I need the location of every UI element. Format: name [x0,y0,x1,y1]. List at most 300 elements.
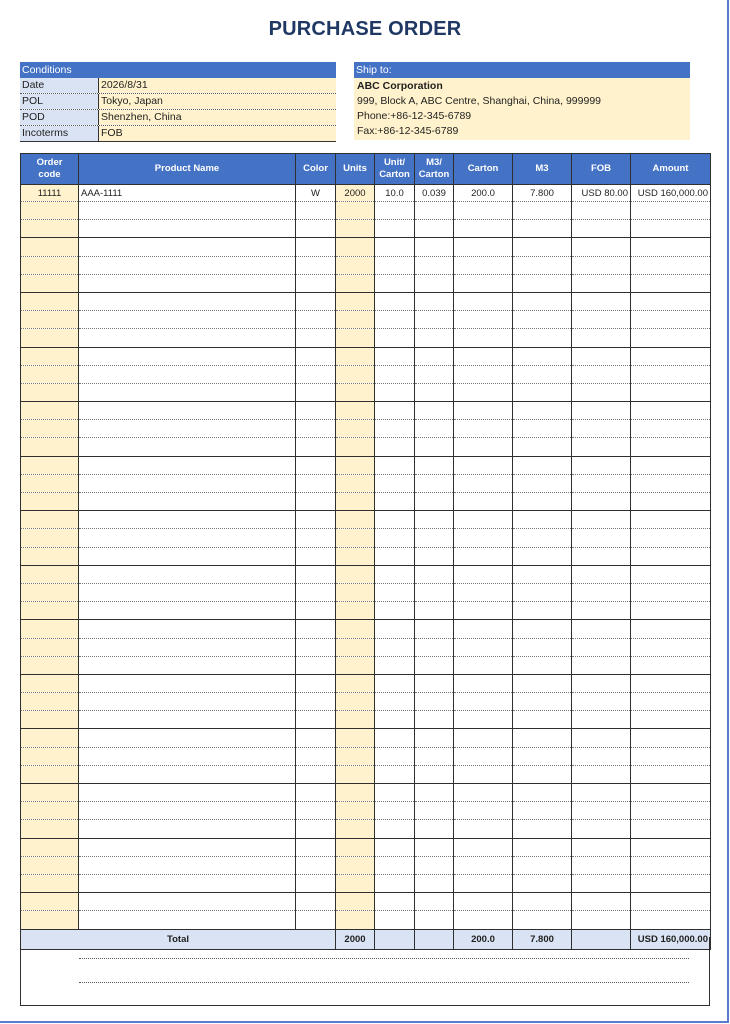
table-cell[interactable] [572,620,631,638]
table-cell[interactable] [79,420,296,438]
table-cell[interactable] [631,547,711,565]
table-cell[interactable] [296,784,336,802]
table-cell[interactable] [21,347,79,365]
table-cell[interactable] [375,238,415,256]
table-cell[interactable] [631,529,711,547]
table-row[interactable] [21,856,711,874]
table-cell[interactable] [415,274,454,292]
table-cell[interactable] [631,784,711,802]
table-cell[interactable] [296,274,336,292]
table-cell[interactable] [79,256,296,274]
table-cell[interactable] [79,674,296,692]
table-row[interactable] [21,620,711,638]
table-cell[interactable] [454,893,513,911]
table-cell[interactable] [375,565,415,583]
table-cell[interactable] [631,474,711,492]
table-cell[interactable] [79,493,296,511]
table-cell[interactable] [21,202,79,220]
table-cell[interactable] [336,838,375,856]
table-cell[interactable] [572,365,631,383]
table-cell[interactable] [375,329,415,347]
table-cell[interactable] [79,311,296,329]
table-cell[interactable] [79,820,296,838]
table-cell[interactable] [336,765,375,783]
table-cell[interactable] [79,893,296,911]
table-cell[interactable] [296,765,336,783]
table-cell[interactable] [513,838,572,856]
table-cell[interactable] [375,511,415,529]
table-cell[interactable] [454,547,513,565]
table-cell[interactable] [21,238,79,256]
table-cell[interactable] [454,529,513,547]
table-cell[interactable] [513,729,572,747]
table-cell[interactable] [296,838,336,856]
table-cell[interactable] [513,784,572,802]
table-cell[interactable] [454,674,513,692]
table-cell[interactable] [79,329,296,347]
table-cell[interactable] [79,456,296,474]
table-cell[interactable] [454,220,513,238]
table-cell[interactable] [21,493,79,511]
table-cell[interactable] [631,674,711,692]
table-cell[interactable] [513,529,572,547]
table-cell[interactable] [415,329,454,347]
table-cell[interactable] [572,565,631,583]
table-cell[interactable] [513,656,572,674]
table-cell[interactable] [513,220,572,238]
table-cell[interactable] [631,583,711,601]
table-row[interactable] [21,784,711,802]
table-cell[interactable] [21,529,79,547]
table-cell[interactable] [79,802,296,820]
table-cell[interactable] [336,438,375,456]
table-cell[interactable] [79,511,296,529]
table-cell[interactable] [21,693,79,711]
table-row[interactable] [21,238,711,256]
table-cell[interactable] [375,292,415,310]
table-cell[interactable] [296,292,336,310]
table-cell[interactable] [572,765,631,783]
table-row[interactable] [21,274,711,292]
table-cell[interactable] [454,402,513,420]
table-cell[interactable] [572,656,631,674]
table-cell[interactable] [572,202,631,220]
table-row[interactable] [21,802,711,820]
table-row[interactable] [21,329,711,347]
table-cell[interactable] [454,311,513,329]
table-cell[interactable] [79,874,296,892]
table-cell[interactable] [21,292,79,310]
table-cell[interactable] [336,693,375,711]
table-cell[interactable] [513,438,572,456]
table-cell[interactable] [572,474,631,492]
table-cell[interactable] [454,693,513,711]
table-cell[interactable] [454,620,513,638]
table-cell[interactable] [21,456,79,474]
table-cell[interactable] [79,238,296,256]
table-row[interactable] [21,493,711,511]
table-cell[interactable] [79,202,296,220]
table-cell[interactable] [415,365,454,383]
table-row[interactable] [21,911,711,929]
table-cell[interactable] [513,747,572,765]
table-cell[interactable] [631,602,711,620]
table-cell[interactable] [454,911,513,929]
table-cell[interactable] [572,856,631,874]
table-cell[interactable] [79,402,296,420]
table-cell[interactable] [336,784,375,802]
table-cell[interactable] [631,911,711,929]
table-cell[interactable] [513,711,572,729]
table-cell[interactable] [336,274,375,292]
table-cell[interactable] [513,456,572,474]
table-cell[interactable] [296,711,336,729]
table-cell[interactable] [21,729,79,747]
table-cell[interactable] [454,347,513,365]
table-cell[interactable] [21,547,79,565]
table-cell[interactable] [336,365,375,383]
table-cell[interactable] [79,747,296,765]
table-cell[interactable] [21,674,79,692]
table-cell[interactable] [296,620,336,638]
table-cell[interactable] [375,438,415,456]
table-cell[interactable] [631,765,711,783]
table-row[interactable] [21,420,711,438]
table-cell[interactable] [296,856,336,874]
table-cell[interactable] [415,493,454,511]
table-cell[interactable] [21,620,79,638]
table-cell[interactable] [454,438,513,456]
table-cell[interactable] [79,220,296,238]
table-cell[interactable] [415,456,454,474]
table-cell[interactable] [572,256,631,274]
table-cell[interactable] [572,347,631,365]
table-cell[interactable] [415,911,454,929]
table-cell[interactable] [296,256,336,274]
table-cell[interactable] [631,383,711,401]
table-cell[interactable] [415,529,454,547]
table-cell[interactable] [296,365,336,383]
table-cell[interactable] [454,656,513,674]
table-cell[interactable] [21,911,79,929]
table-cell[interactable] [513,402,572,420]
table-cell[interactable] [454,638,513,656]
table-cell[interactable] [454,856,513,874]
table-cell[interactable] [454,456,513,474]
table-cell[interactable] [415,784,454,802]
table-cell[interactable] [375,674,415,692]
table-cell[interactable] [336,292,375,310]
table-cell[interactable] [336,820,375,838]
table-cell[interactable] [336,911,375,929]
table-cell[interactable] [513,311,572,329]
table-cell[interactable] [21,602,79,620]
table-cell[interactable] [336,238,375,256]
table-row[interactable] [21,711,711,729]
table-cell[interactable] [79,765,296,783]
table-cell[interactable] [631,456,711,474]
table-cell[interactable] [631,274,711,292]
table-cell[interactable] [454,874,513,892]
table-cell[interactable] [572,493,631,511]
table-cell[interactable] [513,420,572,438]
table-cell[interactable] [631,747,711,765]
table-cell[interactable] [296,565,336,583]
table-cell[interactable] [454,565,513,583]
table-cell[interactable] [375,765,415,783]
table-cell[interactable] [21,820,79,838]
table-cell[interactable] [631,729,711,747]
table-cell[interactable] [375,474,415,492]
table-cell[interactable] [415,674,454,692]
table-cell[interactable] [415,747,454,765]
table-cell[interactable] [415,565,454,583]
table-row[interactable] [21,893,711,911]
table-cell[interactable] [79,838,296,856]
table-cell[interactable] [631,565,711,583]
table-cell[interactable] [454,765,513,783]
table-cell[interactable] [454,820,513,838]
ship-to-body[interactable] [354,78,690,140]
table-cell[interactable] [296,329,336,347]
table-cell[interactable] [375,620,415,638]
table-cell[interactable] [513,693,572,711]
cell-unit-carton[interactable]: 10.0 [375,185,415,202]
table-cell[interactable] [375,420,415,438]
table-cell[interactable] [572,893,631,911]
table-row[interactable] [21,638,711,656]
table-cell[interactable] [415,856,454,874]
table-cell[interactable] [415,602,454,620]
table-cell[interactable] [336,202,375,220]
table-row[interactable] [21,511,711,529]
table-cell[interactable] [454,202,513,220]
table-cell[interactable] [79,529,296,547]
table-cell[interactable] [631,365,711,383]
table-cell[interactable] [375,220,415,238]
table-cell[interactable] [79,565,296,583]
table-row[interactable] [21,383,711,401]
table-cell[interactable] [79,292,296,310]
table-cell[interactable] [631,856,711,874]
table-cell[interactable] [454,747,513,765]
table-cell[interactable] [336,383,375,401]
table-cell[interactable] [375,202,415,220]
table-cell[interactable] [415,383,454,401]
table-row[interactable] [21,347,711,365]
table-cell[interactable] [21,329,79,347]
table-cell[interactable] [415,711,454,729]
table-cell[interactable] [572,693,631,711]
table-cell[interactable] [79,784,296,802]
table-cell[interactable] [375,256,415,274]
table-cell[interactable] [415,238,454,256]
table-cell[interactable] [336,456,375,474]
table-row[interactable] [21,820,711,838]
table-cell[interactable] [631,292,711,310]
table-cell[interactable] [375,274,415,292]
table-row[interactable] [21,874,711,892]
table-row[interactable] [21,674,711,692]
table-cell[interactable] [79,365,296,383]
table-cell[interactable] [513,765,572,783]
table-cell[interactable] [513,638,572,656]
table-cell[interactable] [336,474,375,492]
table-cell[interactable] [415,638,454,656]
table-cell[interactable] [415,311,454,329]
table-cell[interactable] [296,456,336,474]
table-cell[interactable] [375,893,415,911]
table-cell[interactable] [375,911,415,929]
table-row[interactable] [21,365,711,383]
table-cell[interactable] [21,656,79,674]
table-cell[interactable] [572,456,631,474]
table-cell[interactable] [631,820,711,838]
table-cell[interactable] [572,329,631,347]
table-cell[interactable] [375,838,415,856]
table-cell[interactable] [513,256,572,274]
table-cell[interactable] [79,547,296,565]
table-cell[interactable] [336,638,375,656]
table-cell[interactable] [336,493,375,511]
table-cell[interactable] [79,583,296,601]
table-cell[interactable] [513,583,572,601]
table-cell[interactable] [21,474,79,492]
table-row[interactable] [21,693,711,711]
table-cell[interactable] [375,856,415,874]
table-cell[interactable] [375,311,415,329]
table-cell[interactable] [513,292,572,310]
table-row[interactable] [21,565,711,583]
table-cell[interactable] [513,383,572,401]
table-cell[interactable] [336,729,375,747]
table-cell[interactable] [375,547,415,565]
table-cell[interactable] [21,565,79,583]
table-row[interactable] [21,311,711,329]
table-cell[interactable] [336,565,375,583]
table-cell[interactable] [415,474,454,492]
table-cell[interactable] [21,747,79,765]
condition-value-date[interactable]: 2026/8/31 [99,78,336,93]
table-cell[interactable] [415,620,454,638]
table-cell[interactable] [375,583,415,601]
table-cell[interactable] [415,256,454,274]
table-cell[interactable] [513,820,572,838]
table-cell[interactable] [296,311,336,329]
table-cell[interactable] [336,420,375,438]
table-cell[interactable] [375,493,415,511]
table-cell[interactable] [79,383,296,401]
table-cell[interactable] [336,674,375,692]
table-cell[interactable] [572,220,631,238]
table-row[interactable] [21,220,711,238]
table-cell[interactable] [375,711,415,729]
table-cell[interactable] [415,820,454,838]
table-cell[interactable] [336,856,375,874]
table-row[interactable] [21,185,711,202]
table-cell[interactable] [631,893,711,911]
table-cell[interactable] [336,656,375,674]
table-row[interactable] [21,729,711,747]
table-cell[interactable] [572,238,631,256]
table-cell[interactable] [572,402,631,420]
table-cell[interactable] [336,711,375,729]
table-cell[interactable] [296,511,336,529]
table-cell[interactable] [631,838,711,856]
table-cell[interactable] [336,529,375,547]
table-cell[interactable] [21,838,79,856]
table-cell[interactable] [21,856,79,874]
table-cell[interactable] [572,802,631,820]
table-cell[interactable] [631,438,711,456]
table-cell[interactable] [631,874,711,892]
table-cell[interactable] [21,420,79,438]
cell-product-name[interactable]: AAA-1111 [79,185,296,202]
table-cell[interactable] [375,729,415,747]
table-cell[interactable] [454,838,513,856]
table-cell[interactable] [79,911,296,929]
table-cell[interactable] [415,202,454,220]
cell-fob[interactable]: USD 80.00 [572,185,631,202]
table-cell[interactable] [631,638,711,656]
table-cell[interactable] [631,238,711,256]
table-cell[interactable] [375,747,415,765]
table-cell[interactable] [454,602,513,620]
table-cell[interactable] [375,402,415,420]
table-cell[interactable] [572,547,631,565]
table-cell[interactable] [631,693,711,711]
table-cell[interactable] [572,911,631,929]
table-cell[interactable] [336,620,375,638]
table-cell[interactable] [572,784,631,802]
table-cell[interactable] [454,292,513,310]
table-cell[interactable] [296,638,336,656]
table-cell[interactable] [336,511,375,529]
table-cell[interactable] [513,802,572,820]
table-cell[interactable] [296,383,336,401]
table-cell[interactable] [631,256,711,274]
table-cell[interactable] [375,784,415,802]
table-row[interactable] [21,474,711,492]
table-row[interactable] [21,529,711,547]
table-cell[interactable] [79,620,296,638]
table-cell[interactable] [513,365,572,383]
table-cell[interactable] [21,220,79,238]
table-cell[interactable] [454,729,513,747]
table-cell[interactable] [415,693,454,711]
table-cell[interactable] [631,420,711,438]
table-cell[interactable] [454,383,513,401]
table-cell[interactable] [454,238,513,256]
table-cell[interactable] [296,493,336,511]
table-cell[interactable] [296,674,336,692]
table-cell[interactable] [415,347,454,365]
table-cell[interactable] [513,620,572,638]
table-cell[interactable] [21,511,79,529]
table-row[interactable] [21,402,711,420]
table-cell[interactable] [21,638,79,656]
table-cell[interactable] [572,292,631,310]
table-cell[interactable] [454,365,513,383]
table-cell[interactable] [375,874,415,892]
table-row[interactable] [21,583,711,601]
table-cell[interactable] [631,402,711,420]
table-cell[interactable] [21,711,79,729]
table-cell[interactable] [296,802,336,820]
notes-area[interactable] [20,937,710,1006]
table-cell[interactable] [21,765,79,783]
table-cell[interactable] [296,911,336,929]
